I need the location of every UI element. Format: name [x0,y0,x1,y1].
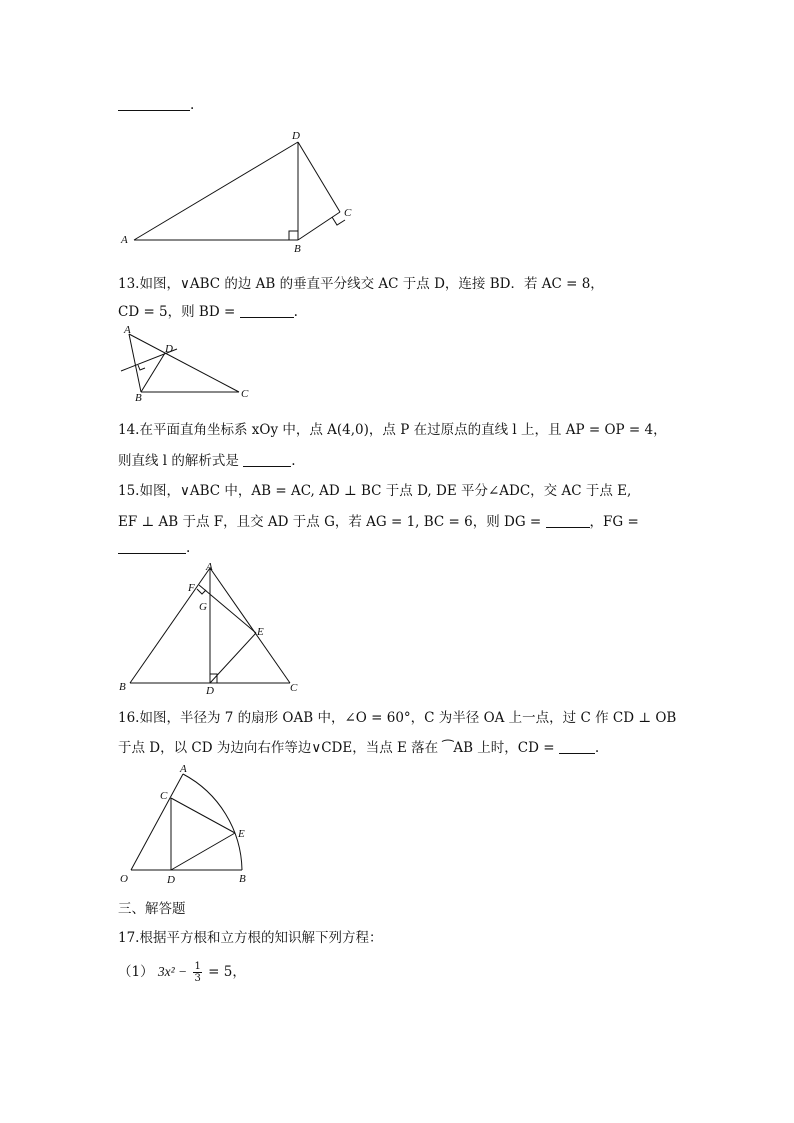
q16-text: 于点 D，以 CD 为边向右作等边∨CDE，当点 E 落在 ⁀AB 上时，CD = [118,740,555,756]
fig2-label-D: D [165,343,173,355]
q14-line-2 [118,449,296,469]
fig3-label-A: A [206,561,213,573]
fig4-label-E: E [238,828,245,840]
fig2-label-B: B [135,392,142,404]
q17-intro: 17.根据平方根和立方根的知识解下列方程： [118,930,383,946]
q15-line-3 [118,540,190,556]
q17-part1-label: （1） [118,964,154,980]
q14-period: . [291,453,296,469]
fig3-label-B: B [119,681,126,693]
label-A: A [121,234,128,246]
label-B: B [294,243,301,255]
q15-text: EF ⊥ AB 于点 F，且交 AD 于点 G，若 AG = 1, BC = 6，则 DG = [118,514,542,530]
fig3-label-E: E [257,626,264,638]
fraction-numerator: 1 [194,961,201,972]
prev-answer-line [118,97,194,113]
fig4-label-D: D [167,874,175,886]
q17-part1-lhs: 3x² − [157,964,188,979]
fig4-label-O: O [120,873,128,885]
q16-line-2 [118,736,599,756]
figure-2 [115,322,255,404]
fraction-denominator: 3 [194,973,201,984]
q14-text: 则直线 l 的解析式是 [118,453,239,469]
fig4-label-B: B [239,873,246,885]
q14-answer-blank [243,453,291,467]
q17-part1-rhs: = 5， [208,964,246,980]
q15-fg-text: ，FG = [589,514,639,530]
fig2-label-A: A [124,324,131,336]
q14-line-1: 14.在平面直角坐标系 xOy 中，点 A(4,0)，点 P 在过原点的直线 l 上，且 AP = OP = 4， [118,422,667,438]
period: . [190,97,195,113]
q13-line-1: 13.如图，∨ABC 的边 AB 的垂直平分线交 AC 于点 D，连接 BD．若 AC = 8， [118,276,604,292]
label-D: D [292,130,300,142]
answer-blank [118,97,190,111]
q15-line-1: 15.如图，∨ABC 中，AB = AC, AD ⊥ BC 于点 D, DE 平分∠ADC，交 AC 于点 E, [118,483,632,499]
section-title: 三、解答题 [118,901,186,917]
figure-1 [118,128,358,258]
fig3-label-C: C [290,682,298,694]
q13-period: . [293,304,298,320]
fig3-label-F: F [188,582,195,594]
q15-period: . [186,540,191,556]
fig4-label-A: A [180,763,187,775]
q16-line-1: 16.如图，半径为 7 的扇形 OAB 中，∠O = 60°，C 为半径 OA 上一点，过 C 作 CD ⊥ OB [118,710,677,726]
fig4-label-C: C [160,790,168,802]
q15-dg-blank [546,514,590,528]
q15-fg-blank [118,540,186,554]
q15-line-2 [118,510,639,530]
q16-period: . [594,740,600,756]
figure-3 [118,560,308,700]
fig3-label-D: D [206,685,214,697]
q13-text: CD = 5，则 BD = [118,304,236,320]
fig2-label-C: C [241,388,249,400]
fig3-label-G: G [199,601,207,613]
label-C: C [344,207,352,219]
fraction-one-third [193,961,201,984]
q17-part-1 [118,960,246,984]
q16-answer-blank [559,740,595,754]
q13-line-2 [118,300,298,320]
q13-answer-blank [240,304,294,318]
figure-4 [118,760,268,890]
